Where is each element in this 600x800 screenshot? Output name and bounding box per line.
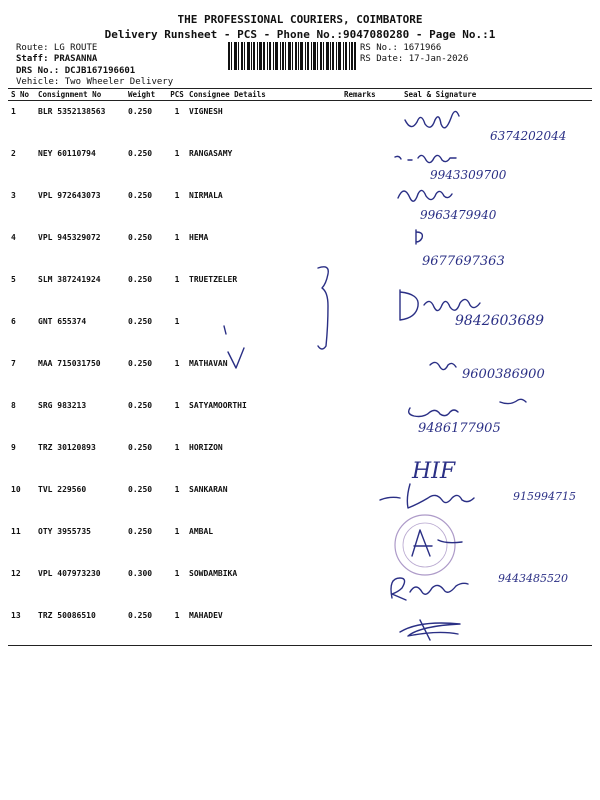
row-consignment-no: SLM 387241924: [38, 275, 101, 284]
row-sno: 11: [11, 527, 21, 536]
table-row: [8, 437, 592, 479]
route-label: Route: LG ROUTE: [16, 43, 98, 53]
vehicle-label: Vehicle: Two Wheeler Delivery: [16, 77, 174, 87]
row-consignment-no: MAA 715031750: [38, 359, 101, 368]
row-remarks: [341, 521, 401, 563]
row-consignment-no: VPL 407973230: [38, 569, 101, 578]
col-weight: Weight: [125, 89, 165, 101]
row-sno: 9: [11, 443, 16, 452]
row-signature: [401, 437, 592, 479]
row-weight: 0.250: [128, 359, 153, 368]
table-row: [8, 311, 592, 353]
col-pcs: PCS: [165, 89, 186, 101]
row-consignment-no: TVL 229560: [38, 485, 87, 494]
row-consignment-no: GNT 655374: [38, 317, 87, 326]
table-row: [8, 101, 592, 144]
col-sno: S No: [8, 89, 35, 101]
row-remarks: [341, 227, 401, 269]
phone-note-row5: 9842603689: [455, 313, 545, 329]
row-remarks: [341, 437, 401, 479]
row-pcs: 1: [174, 233, 180, 242]
row-pcs: 1: [174, 401, 180, 410]
rs-date: RS Date: 17-Jan-2026: [360, 54, 469, 64]
table-row: [8, 353, 592, 395]
row-consignee: [186, 311, 341, 353]
phone-note-row10: 915994715: [513, 490, 576, 503]
row-remarks: [341, 395, 401, 437]
company-title: THE PROFESSIONAL COURIERS, COIMBATORE: [177, 13, 423, 26]
phone-note-row7: 9600386900: [462, 367, 545, 382]
table-header-row: [8, 89, 592, 101]
phone-note-row4: 9677697363: [422, 254, 505, 269]
row-sno: 7: [11, 359, 16, 368]
table-row: [8, 185, 592, 227]
row-consignee: RANGASAMY: [189, 149, 233, 158]
row-remarks: [341, 269, 401, 311]
row-weight: 0.250: [128, 275, 153, 284]
row-signature: [401, 563, 592, 605]
row-sno: 12: [11, 569, 21, 578]
row-signature: [401, 143, 592, 185]
table-row: [8, 563, 592, 605]
row-weight: 0.250: [128, 191, 153, 200]
row-signature: [401, 185, 592, 227]
row-weight: 0.250: [128, 485, 153, 494]
row-sno: 8: [11, 401, 16, 410]
row-remarks: [341, 185, 401, 227]
row-consignee: VIGNESH: [189, 107, 223, 116]
row-consignment-no: OTY 3955735: [38, 527, 91, 536]
row-remarks: [341, 605, 401, 647]
table-row: [8, 227, 592, 269]
row-consignment-no: TRZ 30120893: [38, 443, 96, 452]
runsheet-subtitle: Delivery Runsheet - PCS - Phone No.:9047080280 - Page No.:1: [104, 28, 496, 41]
row-pcs: 1: [174, 359, 180, 368]
row-consignee: MATHAVAN: [189, 359, 228, 368]
row-consignment-no: NEY 60110794: [38, 149, 96, 158]
row-consignee: SATYAMOORTHI: [189, 401, 247, 410]
row-sno: 6: [11, 317, 16, 326]
phone-note-row2: 9943309700: [430, 168, 507, 182]
table-bottom-rule: [8, 645, 592, 646]
col-signature: Seal & Signature: [401, 89, 592, 101]
row-consignee: TRUETZELER: [189, 275, 238, 284]
row-consignee: SOWDAMBIKA: [189, 569, 238, 578]
row-weight: 0.250: [128, 401, 153, 410]
row-consignee: AMBAL: [189, 527, 214, 536]
row-pcs: 1: [174, 443, 180, 452]
row-sno: 5: [11, 275, 16, 284]
row-signature: [401, 269, 592, 311]
row-remarks: [341, 353, 401, 395]
row-sno: 13: [11, 611, 21, 620]
col-remarks: Remarks: [341, 89, 401, 101]
row-pcs: 1: [174, 611, 180, 620]
row-consignment-no: VPL 972643073: [38, 191, 101, 200]
row-weight: 0.300: [128, 569, 153, 578]
row-sno: 10: [11, 485, 21, 494]
row-pcs: 1: [174, 191, 180, 200]
table-row: [8, 395, 592, 437]
table-row: [8, 479, 592, 521]
barcode-image: [228, 42, 356, 70]
row-pcs: 1: [174, 107, 180, 116]
row-signature: [401, 395, 592, 437]
row-pcs: 1: [174, 569, 180, 578]
signature-row9: HIF: [412, 459, 456, 484]
runsheet-table: [8, 88, 592, 647]
row-weight: 0.250: [128, 527, 153, 536]
row-consignee: HORIZON: [189, 443, 223, 452]
row-consignment-no: SRG 983213: [38, 401, 87, 410]
staff-label: Staff: PRASANNA: [16, 54, 98, 64]
row-weight: 0.250: [128, 149, 153, 158]
row-weight: 0.250: [128, 611, 153, 620]
row-sno: 2: [11, 149, 16, 158]
table-row: [8, 143, 592, 185]
row-sno: 1: [11, 107, 16, 116]
row-signature: [401, 521, 592, 563]
row-sno: 3: [11, 191, 16, 200]
row-remarks: [341, 311, 401, 353]
row-consignee: MAHADEV: [189, 611, 223, 620]
row-weight: 0.250: [128, 107, 153, 116]
row-pcs: 1: [174, 149, 180, 158]
row-pcs: 1: [174, 317, 180, 326]
row-weight: 0.250: [128, 443, 153, 452]
table-row: [8, 521, 592, 563]
row-consignee: SANKARAN: [189, 485, 228, 494]
table-row: [8, 605, 592, 647]
row-signature: [401, 101, 592, 144]
row-consignee: NIRMALA: [189, 191, 223, 200]
drs-label: DRS No.: DCJB167196601: [16, 66, 136, 76]
row-remarks: [341, 101, 401, 144]
row-pcs: 1: [174, 527, 180, 536]
row-signature: [401, 479, 592, 521]
row-signature: [401, 311, 592, 353]
row-pcs: 1: [174, 485, 180, 494]
row-consignment-no: TRZ 50086510: [38, 611, 96, 620]
row-consignment-no: VPL 945329072: [38, 233, 101, 242]
row-weight: 0.250: [128, 233, 153, 242]
row-signature: [401, 605, 592, 647]
rs-number: RS No.: 1671966: [360, 43, 442, 53]
row-sno: 4: [11, 233, 16, 242]
col-consignee: Consignee Details: [186, 89, 341, 101]
row-pcs: 1: [174, 275, 180, 284]
row-signature: [401, 353, 592, 395]
row-remarks: [341, 143, 401, 185]
row-consignee: HEMA: [189, 233, 209, 242]
table-row: [8, 269, 592, 311]
phone-note-row8: 9486177905: [418, 421, 501, 436]
row-weight: 0.250: [128, 317, 153, 326]
row-remarks: [341, 479, 401, 521]
phone-note-row3: 9963479940: [420, 208, 497, 222]
row-consignment-no: BLR 5352138563: [38, 107, 106, 116]
row-remarks: [341, 563, 401, 605]
phone-note-row12: 9443485520: [498, 572, 568, 585]
row-signature: [401, 227, 592, 269]
col-consignment: Consignment No: [35, 89, 125, 101]
phone-note-row1: 6374202044: [490, 129, 567, 143]
